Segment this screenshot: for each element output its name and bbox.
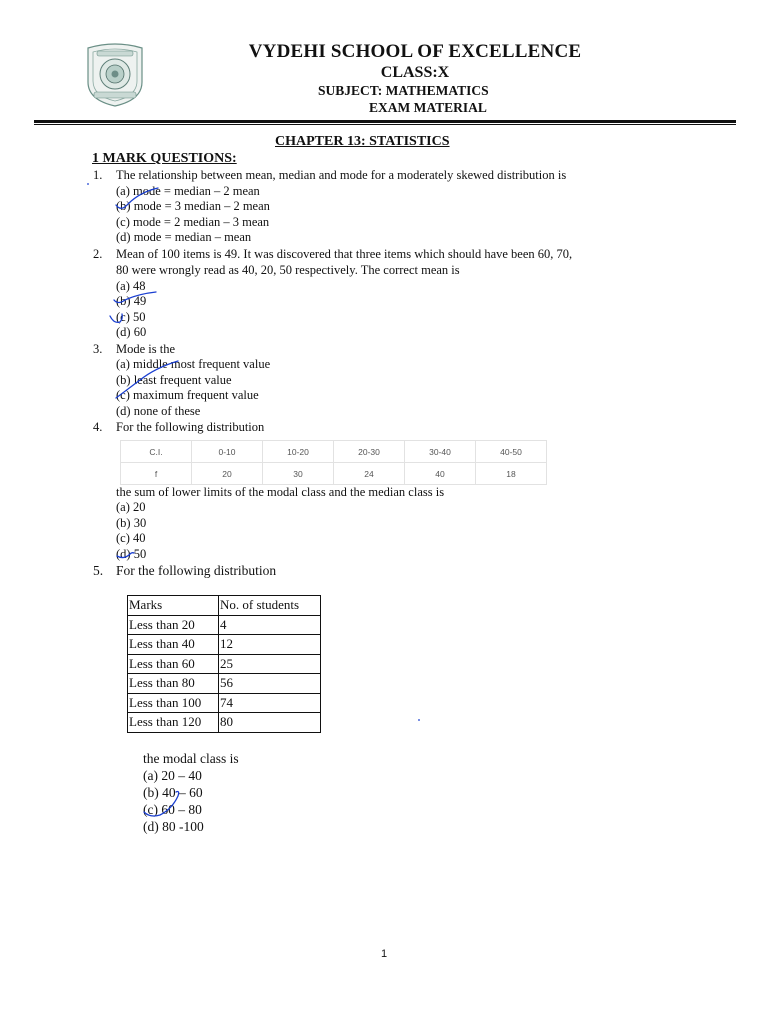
class-label: CLASS:X [380, 64, 450, 81]
table-cell: 80 [219, 713, 321, 733]
table-row [128, 654, 321, 674]
q3-option-c: (c) maximum frequent value [116, 388, 259, 402]
table-row [128, 674, 321, 694]
q4-number: 4. [93, 420, 103, 434]
q1-number: 1. [93, 168, 103, 182]
table-cell: Less than 20 [128, 615, 219, 635]
q5-option-b: (b) 40 – 60 [143, 785, 203, 800]
table-cell: 18 [476, 463, 547, 485]
table-cell: 74 [219, 693, 321, 713]
table-cell: Less than 40 [128, 635, 219, 655]
q1-text: The relationship between mean, median and mode for a moderately skewed distribution is [116, 168, 567, 182]
q5-option-a: (a) 20 – 40 [143, 768, 202, 783]
table-cell: 12 [219, 635, 321, 655]
q4-question-tail: the sum of lower limits of the modal class and the median class is [116, 485, 445, 499]
page-number: 1 [380, 948, 388, 960]
table-row [128, 693, 321, 713]
q1-option-a: (a) mode = median – 2 mean [116, 184, 260, 198]
q2-option-a: (a) 48 [116, 279, 146, 293]
table-row [121, 463, 547, 485]
table-cell: 30-40 [405, 441, 476, 463]
table-cell: 20-30 [334, 441, 405, 463]
table-cell: f [121, 463, 192, 485]
q3-number: 3. [93, 342, 103, 356]
table-row [128, 596, 321, 616]
q5-number: 5. [93, 563, 104, 578]
q3-text: Mode is the [116, 342, 176, 356]
table-cell: Less than 60 [128, 654, 219, 674]
school-name: VYDEHI SCHOOL OF EXCELLENCE [248, 41, 582, 62]
q2-option-d: (d) 60 [116, 325, 147, 339]
table-cell: 30 [263, 463, 334, 485]
table-row [121, 441, 547, 463]
chapter-title: CHAPTER 13: STATISTICS [275, 134, 450, 149]
table-cell: 56 [219, 674, 321, 694]
table-header-cell: No. of students [219, 596, 321, 616]
table-cell: 40 [405, 463, 476, 485]
q4-option-a: (a) 20 [116, 500, 146, 514]
table-cell: C.I. [121, 441, 192, 463]
pen-dot [418, 719, 420, 721]
q5-question-tail: the modal class is [143, 751, 239, 766]
q2-text-line1: Mean of 100 items is 49. It was discovered that three items which should have been 60, 70, [116, 247, 573, 261]
section-title: 1 MARK QUESTIONS: [92, 151, 237, 166]
subject-label: SUBJECT: MATHEMATICS [318, 83, 489, 98]
q4-option-b: (b) 30 [116, 516, 147, 530]
q2-option-c: (c) 50 [116, 310, 146, 324]
table-cell: 10-20 [263, 441, 334, 463]
header-divider-thin [34, 124, 736, 125]
q1-option-b: (b) mode = 3 median – 2 mean [116, 199, 270, 213]
table-cell: Less than 100 [128, 693, 219, 713]
table-cell: 24 [334, 463, 405, 485]
table-header-cell: Marks [128, 596, 219, 616]
exam-material-label: EXAM MATERIAL [369, 100, 487, 115]
q5-option-d: (d) 80 -100 [143, 819, 204, 834]
q5-text: For the following distribution [116, 563, 277, 578]
q4-text: For the following distribution [116, 420, 265, 434]
q4-distribution-table [120, 440, 547, 485]
table-row [128, 615, 321, 635]
q1-option-c: (c) mode = 2 median – 3 mean [116, 215, 270, 229]
q2-text-line2: 80 were wrongly read as 40, 20, 50 respectively. The correct mean is [116, 263, 460, 277]
q1-option-d: (d) mode = median – mean [116, 230, 252, 244]
table-cell: Less than 80 [128, 674, 219, 694]
table-row [128, 713, 321, 733]
table-cell: 4 [219, 615, 321, 635]
table-cell: 20 [192, 463, 263, 485]
table-cell: 0-10 [192, 441, 263, 463]
table-row [128, 635, 321, 655]
q3-option-b: (b) least frequent value [116, 373, 232, 387]
header-divider [34, 120, 736, 123]
q2-option-b: (b) 49 [116, 294, 147, 308]
q4-option-c: (c) 40 [116, 531, 146, 545]
q4-option-d: (d) 50 [116, 547, 147, 561]
table-cell: 40-50 [476, 441, 547, 463]
q2-number: 2. [93, 247, 103, 261]
q5-option-c: (c) 60 – 80 [143, 802, 202, 817]
q3-option-d: (d) none of these [116, 404, 201, 418]
table-cell: Less than 120 [128, 713, 219, 733]
table-cell: 25 [219, 654, 321, 674]
q5-marks-table [127, 595, 321, 733]
q3-option-a: (a) middle most frequent value [116, 357, 271, 371]
pen-dot [87, 183, 89, 185]
